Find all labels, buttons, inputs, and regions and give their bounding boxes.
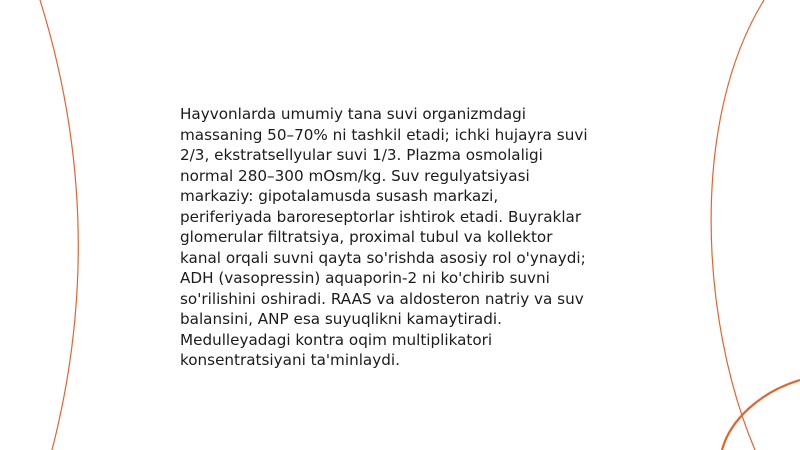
left-arc xyxy=(40,0,78,450)
body-paragraph: Hayvonlarda umumiy tana suvi organizmdagi massaning 50–70% ni tashkil etadi; ichki hujayra suvi 2/3, ekstratsellyular suvi 1/3. Plazma osmolaligi normal 280–300 mOsm/kg. Suv regulyatsiyasi markaziy: gipotalamusda susash markazi, periferiyada baroreseptorlar ishtirok etadi. Buyraklar glomerular filtratsiya, proximal tubul va kollektor kanal orqali suvni qayta so'rishda asosiy rol o'ynaydi; ADH (vasopressin) aquaporin-2 ni ko'chirib suvni so'rilishini oshiradi. RAAS va aldosteron natriy va suv balansini, ANP esa suyuqlikni kamaytiradi. Medulleyadagi kontra oqim multiplikatori konsentratsiyani ta'minlaydi. xyxy=(180,105,588,369)
right-arc xyxy=(711,0,764,450)
